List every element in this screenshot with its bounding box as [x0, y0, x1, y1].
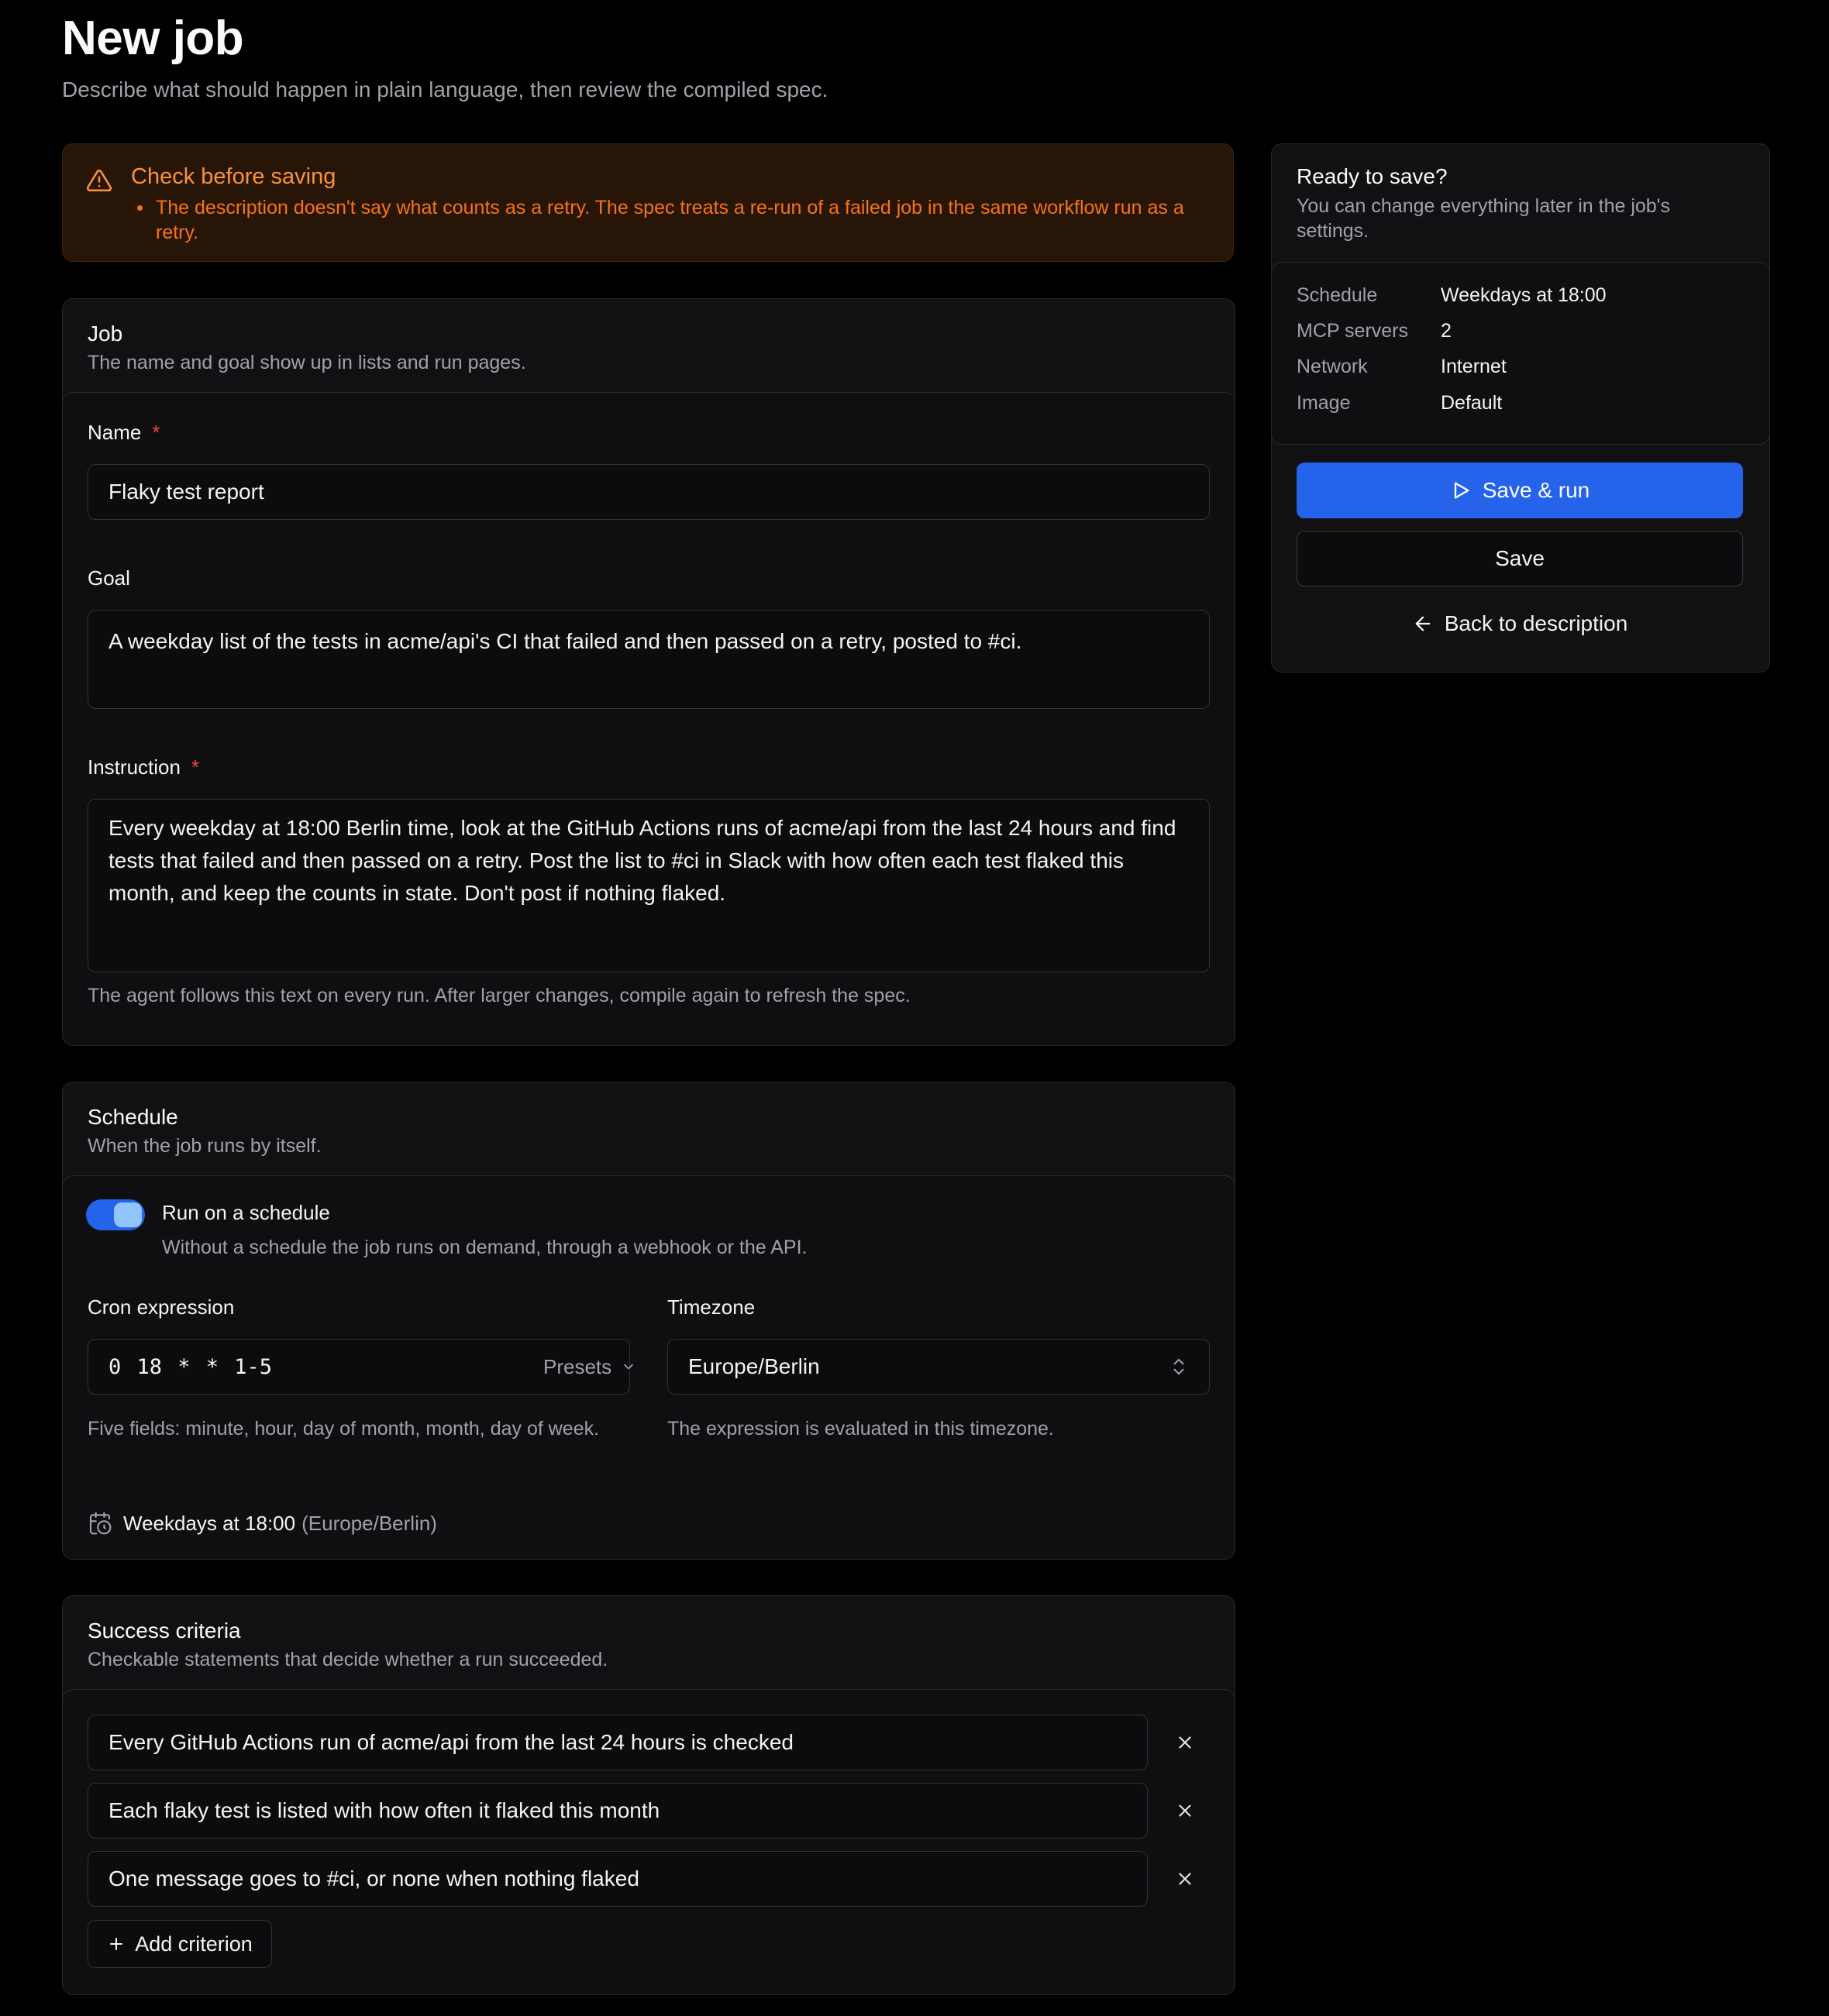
goal-label: Goal — [88, 566, 130, 590]
schedule-card — [62, 1082, 1235, 1560]
name-input[interactable]: Flaky test report — [88, 464, 1210, 520]
goal-textarea[interactable]: A weekday list of the tests in acme/api's CI that failed and then passed on a retry, posted to #ci. — [88, 610, 1210, 709]
warning-list — [131, 195, 1216, 245]
save-panel-description: You can change everything later in the job's settings. — [1297, 195, 1670, 242]
job-card — [62, 298, 1235, 1046]
warning-item: The description doesn't say what counts as a retry. The spec treats a re-run of a failed job in the same workflow run as a retry. — [131, 195, 1216, 245]
timezone-label: Timezone — [667, 1295, 756, 1319]
presets-dropdown[interactable]: Presets — [543, 1339, 636, 1395]
arrow-left-icon — [1412, 613, 1434, 635]
criterion-input[interactable]: One message goes to #ci, or none when nothing flaked — [88, 1851, 1148, 1907]
close-icon — [1175, 1801, 1195, 1821]
close-icon — [1175, 1869, 1195, 1889]
schedule-summary-timezone: (Europe/Berlin) — [301, 1511, 437, 1535]
criterion-input[interactable]: Each flaky test is listed with how often it flaked this month — [88, 1783, 1148, 1839]
criterion-input[interactable]: Every GitHub Actions run of acme/api from the last 24 hours is checked — [88, 1715, 1148, 1770]
chevron-up-down-icon — [1170, 1355, 1187, 1378]
warning-banner — [62, 143, 1234, 262]
schedule-card-description: When the job runs by itself. — [88, 1135, 322, 1157]
schedule-summary-text: Weekdays at 18:00 — [123, 1511, 296, 1535]
criteria-card-title: Success criteria — [88, 1619, 241, 1643]
warning-triangle-icon — [86, 167, 112, 194]
page-subtitle: Describe what should happen in plain language, then review the compiled spec. — [62, 77, 828, 101]
remove-criterion-button[interactable] — [1171, 1865, 1199, 1893]
play-icon — [1450, 480, 1472, 501]
criteria-card-body — [62, 1689, 1235, 1995]
save-summary: Schedule Weekdays at 18:00 MCP servers 2 Network Internet Image Default — [1271, 262, 1770, 445]
job-card-title: Job — [88, 322, 123, 346]
page-title: New job — [62, 12, 244, 65]
save-panel-title: Ready to save? — [1297, 164, 1448, 188]
plus-icon — [107, 1935, 126, 1953]
calendar-clock-icon — [88, 1511, 112, 1536]
name-label: Name * — [88, 421, 160, 444]
close-icon — [1175, 1732, 1195, 1753]
cron-label: Cron expression — [88, 1295, 235, 1319]
page — [62, 0, 1767, 2016]
cron-input[interactable]: 0 18 * * 1-5 — [88, 1339, 630, 1395]
schedule-summary — [88, 1511, 437, 1536]
save-button[interactable]: Save — [1297, 531, 1743, 587]
required-mark: * — [191, 755, 200, 779]
schedule-toggle-label: Run on a schedule — [162, 1201, 330, 1224]
timezone-hint: The expression is evaluated in this timezone. — [667, 1418, 1054, 1440]
save-panel — [1271, 143, 1770, 673]
criteria-card-description: Checkable statements that decide whether a run succeeded. — [88, 1649, 608, 1670]
warning-title: Check before saving — [131, 164, 336, 189]
instruction-label: Instruction * — [88, 755, 200, 779]
timezone-select[interactable]: Europe/Berlin — [667, 1339, 1210, 1395]
required-mark: * — [152, 421, 160, 444]
job-card-body — [62, 392, 1235, 1046]
save-and-run-button[interactable]: Save & run — [1297, 463, 1743, 518]
add-criterion-button[interactable]: Add criterion — [88, 1920, 272, 1968]
schedule-toggle[interactable] — [86, 1199, 145, 1230]
chevron-down-icon — [621, 1359, 636, 1374]
schedule-card-title: Schedule — [88, 1105, 178, 1129]
back-to-description-button[interactable]: Back to description — [1297, 600, 1743, 648]
remove-criterion-button[interactable] — [1171, 1797, 1199, 1825]
toggle-knob — [114, 1202, 142, 1227]
schedule-card-body — [62, 1175, 1235, 1560]
instruction-textarea[interactable]: Every weekday at 18:00 Berlin time, look at the GitHub Actions runs of acme/api from the last 24 hours and find tests that failed and then passed on a retry. Post the list to #ci in Slack with how often each test flaked this month, and keep the counts in state. Don't post if nothing flaked. — [88, 799, 1210, 972]
schedule-toggle-hint: Without a schedule the job runs on demand, through a webhook or the API. — [162, 1237, 808, 1258]
job-card-description: The name and goal show up in lists and run pages. — [88, 352, 526, 373]
cron-hint: Five fields: minute, hour, day of month, month, day of week. — [88, 1418, 600, 1440]
remove-criterion-button[interactable] — [1171, 1729, 1199, 1756]
instruction-hint: The agent follows this text on every run. After larger changes, compile again to refresh the spec. — [88, 985, 911, 1006]
criteria-card — [62, 1595, 1235, 1995]
